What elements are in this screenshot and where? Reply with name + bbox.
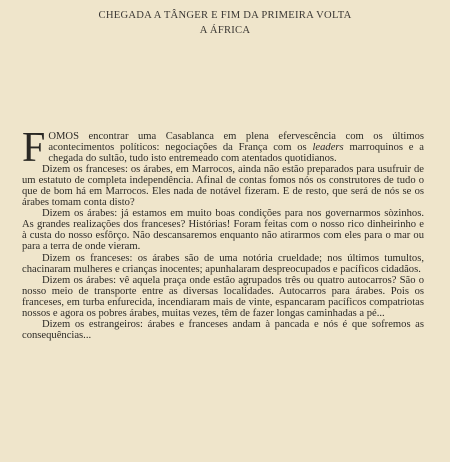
paragraph xyxy=(22,125,424,171)
paragraph: Dizem os árabes: vê aquela praça onde estão agrupados três ou quatro autocarros? São o nosso meio de transporte entre as diversas localidades. Autocarros para árabes. Pois os franceses, em turba enfurecida, incendiaram mais de vinte, espancaram pacíficos compatriotas nossos e agora os pobres árabes, muitas vezes, têm de fazer longas caminhadas a pé... xyxy=(22,274,424,319)
paragraph: Dizem os franceses: os árabes, em Marrocos, ainda não estão preparados para usufruir de um estatuto de completa independência. Afinal de contas fomos nós os construtores de tudo o que de bom há em Marrocos. Eles nada de notável fizeram. E de resto, que será de nós se os árabes tomam conta disto? xyxy=(22,164,424,209)
paragraph: Dizem os franceses: os árabes são de uma notória crueldade; nos últimos tumultos, chacinaram mulheres e crianças inocentes; apunhalaram despreocupados e pacíficos cidadãos. xyxy=(22,252,424,275)
paragraph-rest: marroquinos e a chegada do sultão, tudo isto entremeado com atentados quotidianos. xyxy=(48,142,424,165)
drop-cap: F xyxy=(22,125,46,171)
chapter-title-line-2: A ÁFRICA xyxy=(199,25,251,36)
paragraph: Dizem os estrangeiros: árabes e franceses andam à pancada e nós é que sofremos as consequências... xyxy=(22,318,424,341)
paragraph: Dizem os árabes: já estamos em muito boas condições para nos governarmos sòzinhos. As grandes realizações dos franceses? Histórias! Foram feitas com o nosso rico dinheirinho e à custa do nosso esfôrço. Não descansaremos enquanto não atirarmos com eles para o mar ou para a terra de onde vieram. xyxy=(22,208,424,253)
chapter-title xyxy=(0,8,450,38)
chapter-body xyxy=(22,125,424,341)
italic-term: leaders xyxy=(312,142,344,154)
paragraph-lead: OMOS encontrar uma Casablanca em plena efervescência com os últimos acontecimentos políticos: negociações da França com os xyxy=(48,131,424,154)
chapter-title-line-1: CHEGADA A TÂNGER E FIM DA PRIMEIRA VOLTA xyxy=(98,10,352,21)
